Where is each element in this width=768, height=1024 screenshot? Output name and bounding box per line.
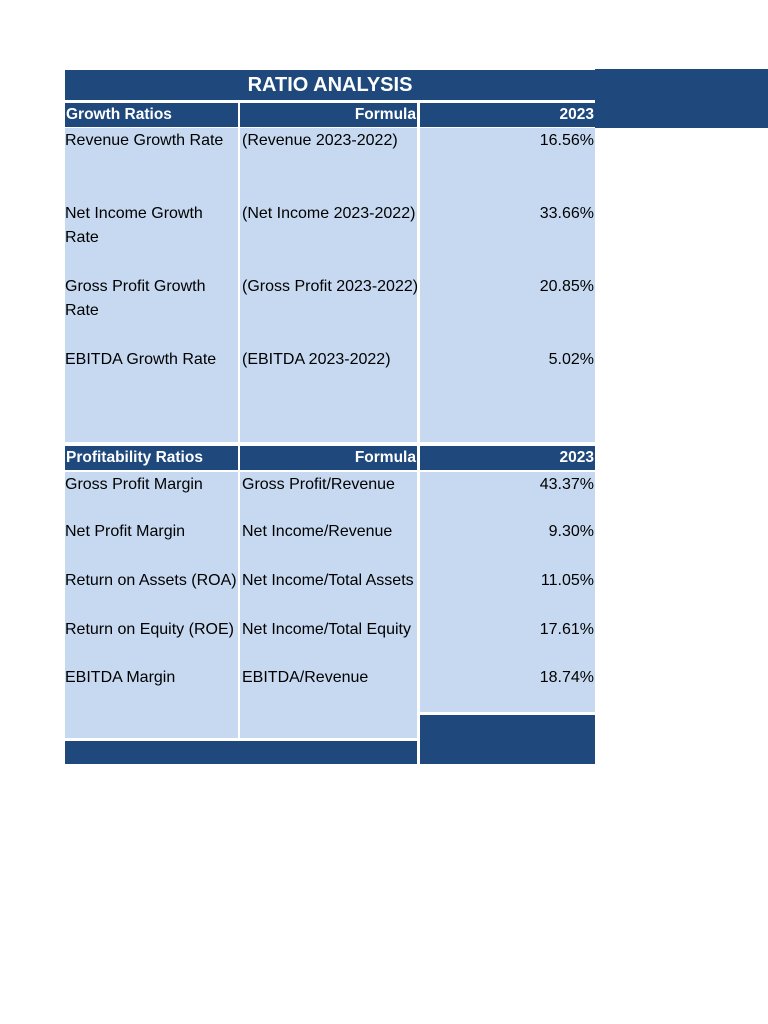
profitability-row-value: 17.61%: [539, 621, 594, 638]
profitability-header-year-label: 2023: [559, 449, 594, 466]
profitability-header-formula-label: Formula: [354, 449, 416, 466]
growth-row-formula: (Net Income 2023-2022): [242, 205, 416, 222]
footer-bar-right: [420, 715, 595, 764]
growth-header-category-label: Growth Ratios: [66, 106, 172, 123]
growth-header-formula-label: Formula: [354, 106, 416, 123]
profitability-row-name: Return on Assets (ROA): [65, 572, 237, 589]
growth-row-value: 5.02%: [548, 351, 594, 368]
growth-row-formula: (Gross Profit 2023-2022): [242, 278, 419, 295]
profitability-col-name: [65, 472, 238, 738]
profitability-row-name: Return on Equity (ROE): [65, 621, 234, 638]
profitability-header-category: [65, 446, 238, 470]
growth-header-year: [420, 103, 595, 127]
profitability-col-formula: [240, 472, 417, 738]
profitability-row-formula: EBITDA/Revenue: [242, 669, 369, 686]
growth-row-name: Gross Profit Growth Rate: [65, 278, 206, 319]
profitability-row-name: Gross Profit Margin: [65, 476, 203, 493]
page-title: RATIO ANALYSIS: [247, 73, 413, 96]
growth-header-year-label: 2023: [559, 106, 594, 123]
profitability-row-value: 9.30%: [548, 523, 594, 540]
growth-row-value: 33.66%: [539, 205, 594, 222]
profitability-header-category-label: Profitability Ratios: [66, 449, 203, 466]
profitability-row-name: Net Profit Margin: [65, 523, 186, 540]
footer-bar-left: [65, 741, 417, 764]
growth-header-category: [65, 103, 238, 127]
growth-row-name: EBITDA Growth Rate: [65, 351, 217, 368]
profitability-row-value: 11.05%: [540, 572, 594, 589]
growth-header-formula: [240, 103, 417, 127]
profitability-header-year: [420, 446, 595, 470]
profitability-row-formula: Net Income/Total Assets: [242, 572, 414, 589]
title-bar: [65, 70, 595, 100]
profitability-row-formula: Net Income/Total Equity: [242, 621, 411, 638]
profitability-row-formula: Net Income/Revenue: [242, 523, 393, 540]
header-extension: [595, 69, 768, 128]
profitability-row-value: 18.74%: [539, 669, 594, 686]
profitability-row-name: EBITDA Margin: [65, 669, 176, 686]
growth-row-value: 16.56%: [539, 132, 594, 149]
profitability-row-formula: Gross Profit/Revenue: [242, 476, 395, 493]
growth-row-value: 20.85%: [539, 278, 594, 295]
growth-row-name: Revenue Growth Rate: [65, 132, 224, 149]
profitability-header-formula: [240, 446, 417, 470]
growth-row-formula: (EBITDA 2023-2022): [242, 351, 391, 368]
profitability-row-value: 43.37%: [539, 476, 594, 493]
growth-row-name: Net Income Growth Rate: [65, 205, 203, 246]
growth-row-formula: (Revenue 2023-2022): [242, 132, 398, 149]
